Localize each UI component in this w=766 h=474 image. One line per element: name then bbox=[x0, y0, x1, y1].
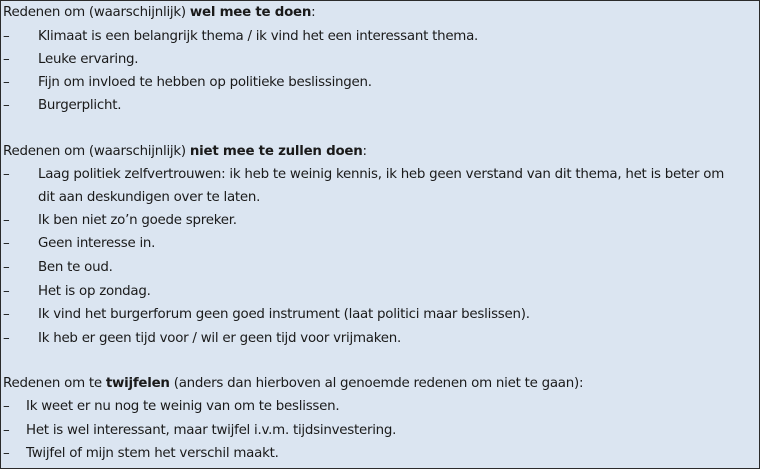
section-heading-doubt bbox=[1, 372, 753, 395]
list-item-continuation bbox=[1, 186, 753, 209]
list-item-text: Laag politiek zelfvertrouwen: ik heb te weinig kennis, ik heb geen verstand van dit thema, het is beter om bbox=[38, 167, 724, 182]
list-item bbox=[1, 327, 753, 350]
list-item-text: Het is wel interessant, maar twijfel i.v.m. tijdsinvestering. bbox=[26, 423, 397, 438]
dash-bullet: – bbox=[3, 331, 10, 346]
heading-suffix: (anders dan hierboven al genoemde redenen om niet te gaan): bbox=[169, 376, 584, 391]
section-heading-not-participate bbox=[1, 140, 753, 163]
list-item bbox=[1, 71, 753, 94]
list-item bbox=[1, 419, 753, 442]
section-heading-participate bbox=[1, 1, 753, 24]
list-item bbox=[1, 303, 753, 326]
list-item-text: Twijfel of mijn stem het verschil maakt. bbox=[26, 446, 279, 461]
list-item bbox=[1, 94, 753, 117]
list-item bbox=[1, 280, 753, 303]
heading-emphasis: niet mee te zullen doen bbox=[189, 144, 363, 159]
heading-text: Redenen om (waarschijnlijk) bbox=[3, 144, 190, 159]
list-item bbox=[1, 25, 753, 48]
list-item-text: Leuke ervaring. bbox=[38, 52, 139, 67]
heading-colon: : bbox=[362, 144, 367, 159]
list-item-text: Klimaat is een belangrijk thema / ik vind het een interessant thema. bbox=[38, 29, 479, 44]
dash-bullet: – bbox=[3, 236, 10, 251]
dash-bullet: – bbox=[3, 75, 10, 90]
dash-bullet: – bbox=[3, 167, 10, 182]
dash-bullet: – bbox=[3, 98, 10, 113]
list-item-text: dit aan deskundigen over te laten. bbox=[38, 190, 261, 205]
heading-text: Redenen om (waarschijnlijk) bbox=[3, 5, 190, 20]
list-item bbox=[1, 256, 753, 279]
list-item-text: Ik ben niet zo’n goede spreker. bbox=[38, 213, 237, 228]
list-item-text: Geen interesse in. bbox=[38, 236, 156, 251]
dash-bullet: – bbox=[3, 52, 10, 67]
list-item-text: Burgerplicht. bbox=[38, 98, 122, 113]
list-item-text: Het is op zondag. bbox=[38, 284, 151, 299]
list-item-text: Ik heb er geen tijd voor / wil er geen tijd voor vrijmaken. bbox=[38, 331, 401, 346]
list-item bbox=[1, 442, 753, 465]
heading-colon: : bbox=[311, 5, 316, 20]
list-item bbox=[1, 395, 753, 418]
list-item-text: Fijn om invloed te hebben op politieke beslissingen. bbox=[38, 75, 372, 90]
list-item-text: Ik vind het burgerforum geen goed instrument (laat politici maar beslissen). bbox=[38, 307, 530, 322]
list-item-text: Ik weet er nu nog te weinig van om te beslissen. bbox=[26, 399, 340, 414]
heading-text: Redenen om te bbox=[3, 376, 106, 391]
heading-emphasis: twijfelen bbox=[105, 376, 170, 391]
list-item bbox=[1, 163, 753, 186]
dash-bullet: – bbox=[3, 213, 10, 228]
heading-emphasis: wel mee te doen bbox=[189, 5, 312, 20]
dash-bullet: – bbox=[3, 423, 10, 438]
list-item bbox=[1, 209, 753, 232]
dash-bullet: – bbox=[3, 446, 10, 461]
dash-bullet: – bbox=[3, 284, 10, 299]
list-item bbox=[1, 48, 753, 71]
list-item bbox=[1, 232, 753, 255]
dash-bullet: – bbox=[3, 307, 10, 322]
list-item-text: Ben te oud. bbox=[38, 260, 113, 275]
dash-bullet: – bbox=[3, 399, 10, 414]
dash-bullet: – bbox=[3, 260, 10, 275]
dash-bullet: – bbox=[3, 29, 10, 44]
